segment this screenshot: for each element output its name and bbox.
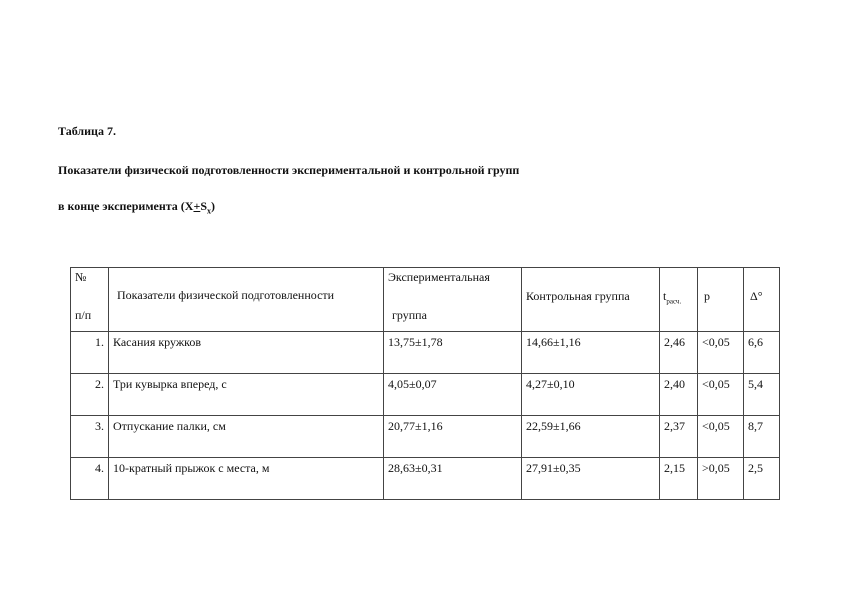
row-p: <0,05 — [698, 374, 744, 416]
header-p-label: p — [704, 289, 710, 303]
row-p: <0,05 — [698, 416, 744, 458]
row-delta: 8,7 — [744, 416, 780, 458]
row-number: 2. — [71, 374, 109, 416]
row-delta: 5,4 — [744, 374, 780, 416]
row-indicator: Отпускание палки, см — [109, 416, 384, 458]
header-indicator — [109, 268, 384, 332]
row-control: 14,66±1,16 — [522, 332, 660, 374]
row-experimental: 4,05±0,07 — [384, 374, 522, 416]
header-delta — [744, 268, 780, 332]
header-control-label: Контрольная группа — [526, 289, 630, 303]
row-experimental: 13,75±1,78 — [384, 332, 522, 374]
header-experimental-line2: группа — [392, 308, 427, 322]
row-t: 2,40 — [660, 374, 698, 416]
row-control: 27,91±0,35 — [522, 458, 660, 500]
header-delta-label: Δ° — [750, 289, 763, 303]
header-control — [522, 268, 660, 332]
header-num — [71, 268, 109, 332]
row-control: 22,59±1,66 — [522, 416, 660, 458]
table-title-line1: Показатели физической подготовленности экспериментальной и контрольной групп — [58, 163, 520, 177]
row-experimental: 28,63±0,31 — [384, 458, 522, 500]
title-close: ) — [211, 199, 215, 213]
row-p: >0,05 — [698, 458, 744, 500]
row-t: 2,46 — [660, 332, 698, 374]
row-indicator: Касания кружков — [109, 332, 384, 374]
header-indicator-label: Показатели физической подготовленности — [117, 288, 335, 302]
title-prefix: в конце эксперимента ( — [58, 199, 185, 213]
row-number: 4. — [71, 458, 109, 500]
table-row — [71, 416, 780, 458]
title-x: X — [184, 199, 194, 213]
header-t — [660, 268, 698, 332]
header-t-label — [663, 289, 681, 305]
table-row — [71, 374, 780, 416]
table-title-line2 — [58, 199, 215, 215]
row-delta: 2,5 — [744, 458, 780, 500]
header-experimental-line1: Экспериментальная — [388, 270, 490, 284]
header-p — [698, 268, 744, 332]
header-experimental — [384, 268, 522, 332]
table-row — [71, 332, 780, 374]
row-delta: 6,6 — [744, 332, 780, 374]
table-row — [71, 458, 780, 500]
header-t-main: t — [663, 289, 667, 303]
title-s: S — [200, 199, 207, 213]
table-header-row — [71, 268, 780, 332]
table-label: Таблица 7. — [58, 124, 116, 138]
header-num-symbol: № — [75, 270, 87, 284]
title-s-subscript: x — [207, 206, 211, 216]
row-p: <0,05 — [698, 332, 744, 374]
row-indicator: 10-кратный прыжок с места, м — [109, 458, 384, 500]
row-indicator: Три кувырка вперед, с — [109, 374, 384, 416]
row-number: 1. — [71, 332, 109, 374]
results-table — [70, 267, 780, 500]
row-t: 2,37 — [660, 416, 698, 458]
header-t-subscript: расч. — [666, 297, 682, 306]
row-t: 2,15 — [660, 458, 698, 500]
header-num-label: п/п — [75, 308, 92, 322]
row-control: 4,27±0,10 — [522, 374, 660, 416]
title-plus-minus: + — [193, 199, 201, 213]
row-number: 3. — [71, 416, 109, 458]
row-experimental: 20,77±1,16 — [384, 416, 522, 458]
